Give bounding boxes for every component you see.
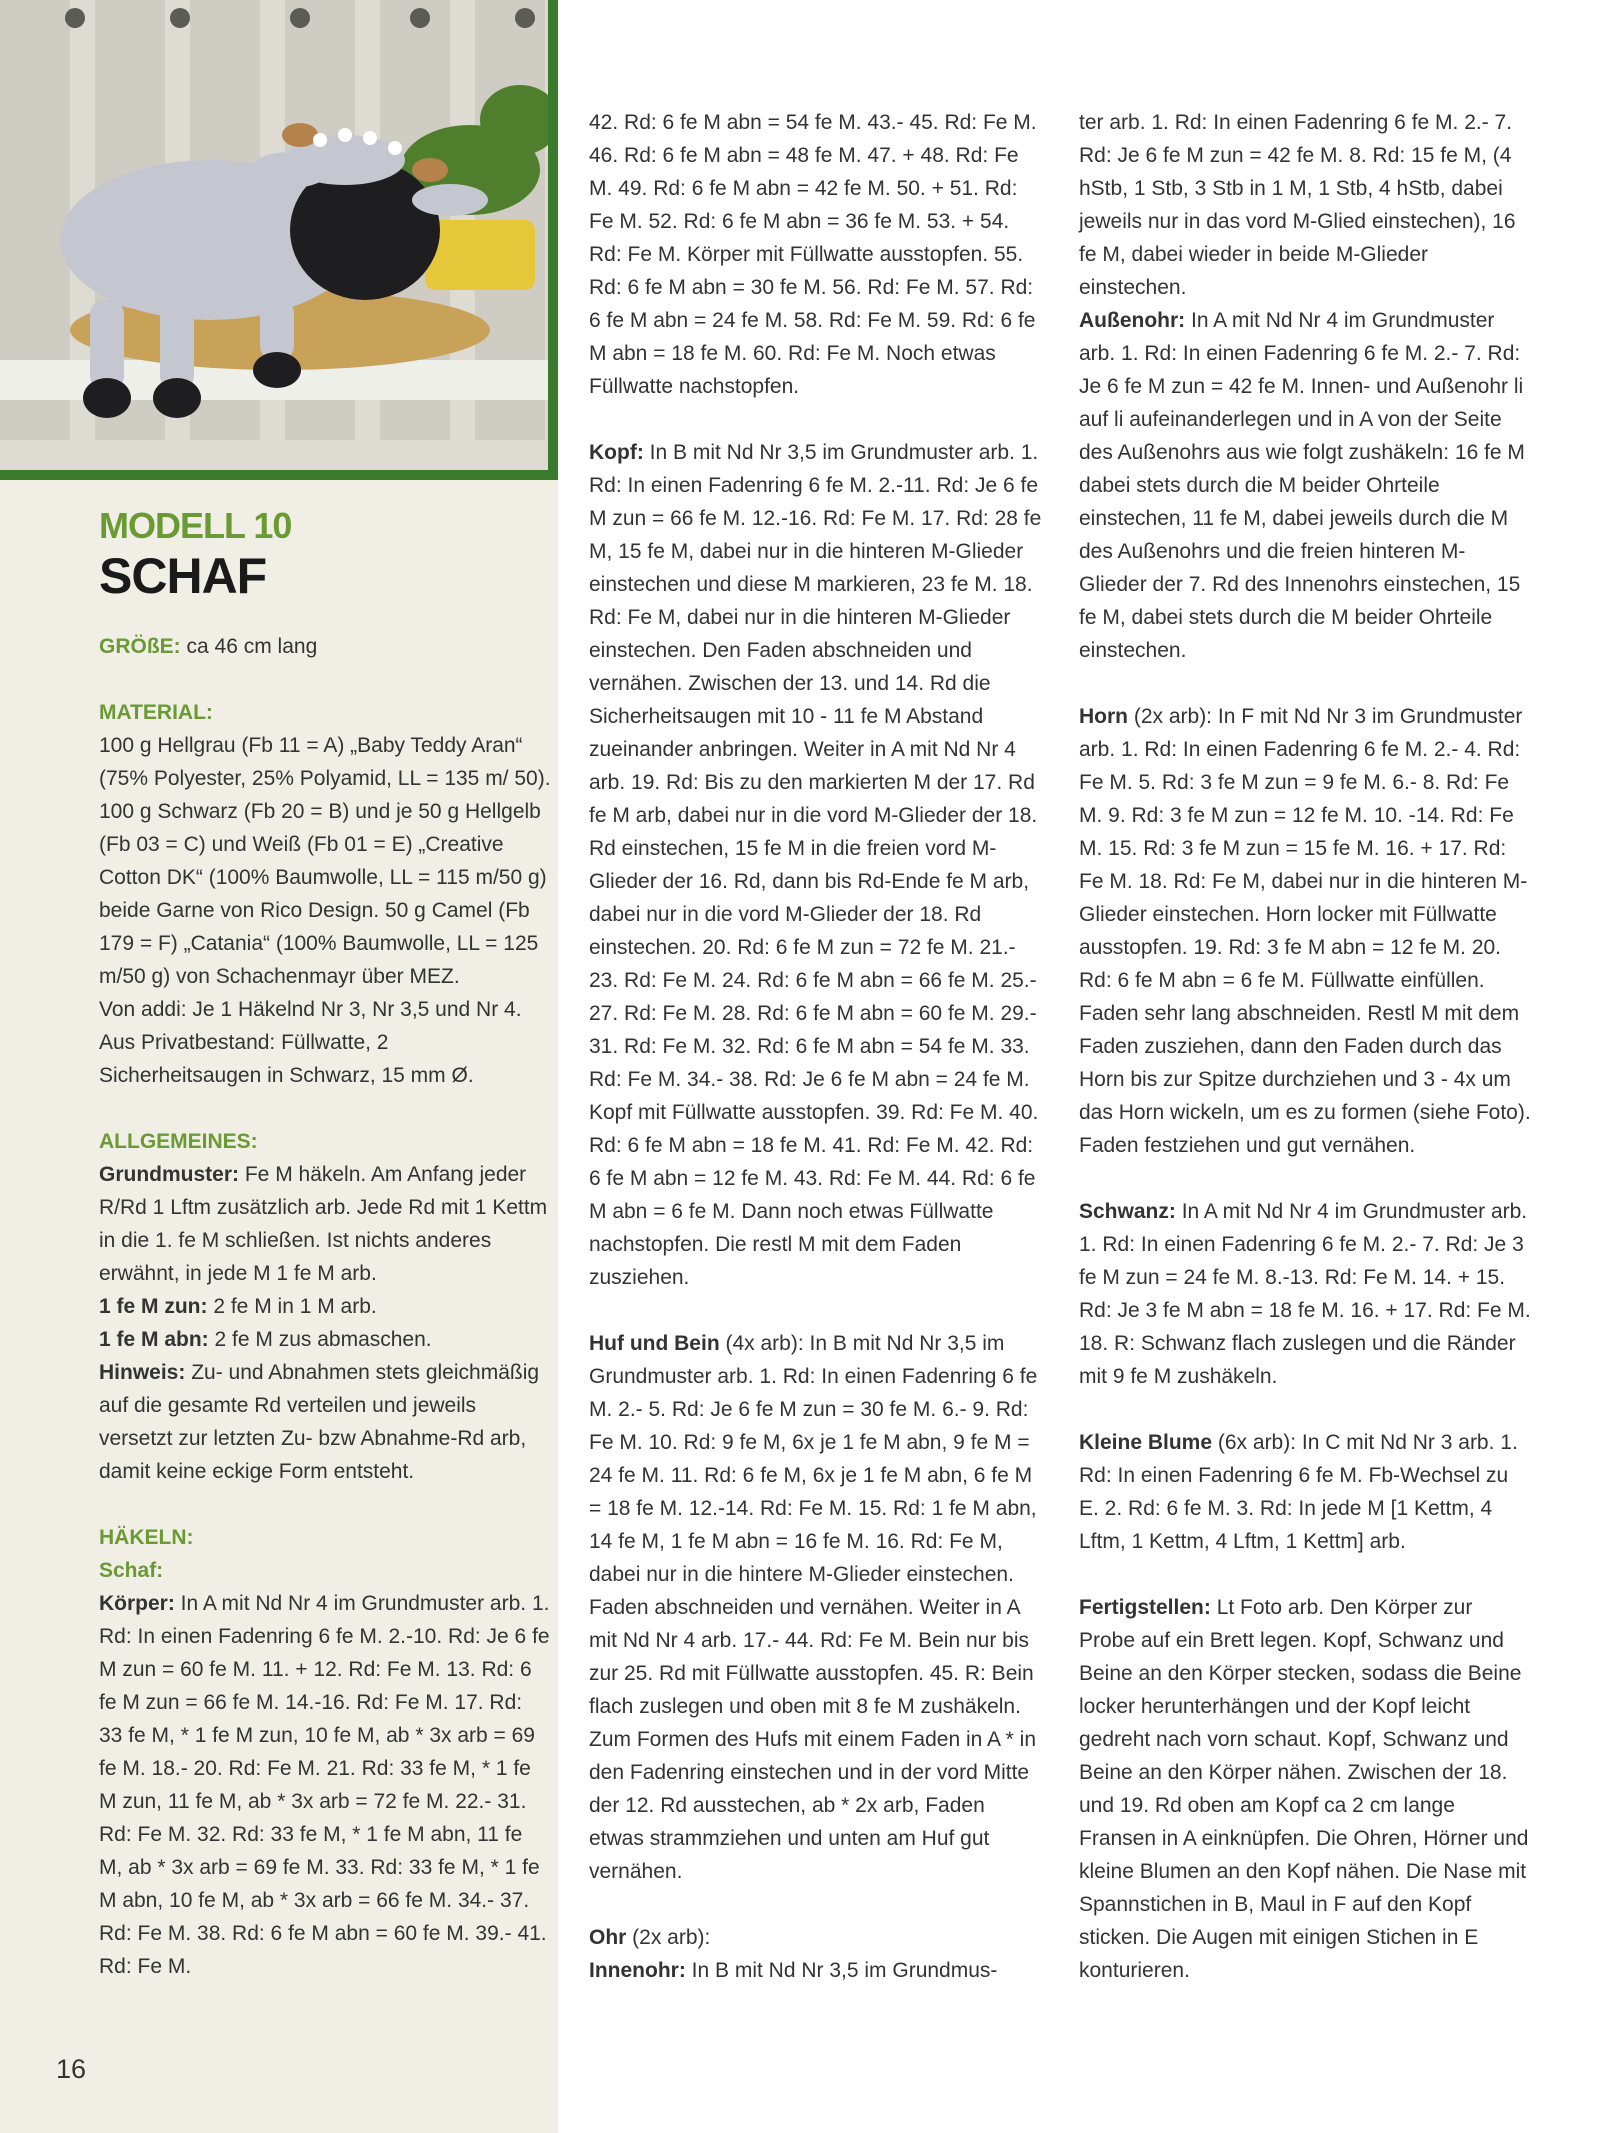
hoof-leg-text: (4x arb): In B mit Nd Nr 3,5 im Grundmuster arb. 1. Rd: In einen Fadenring 6 fe M. 2.- 5. Rd: Je 6 fe M zun = 30 fe M. 6.- 9. Rd: Fe M. 10. Rd: 9 fe M, 6x je 1 fe M abn, 9 fe M = 24 fe M. 11. Rd: 6 fe M, 6x je 1 fe M abn, 6 fe M = 18 fe M. 12.-14. Rd: Fe M. 15. Rd: 1 fe M abn, 14 fe M, 1 fe M abn = 16 fe M. 16. Rd: Fe M, dabei nur in die hintere M-Glieder einstechen. Faden abschneiden und vernähen. Weiter in A mit Nd Nr 4 arb. 17.- 44. Rd: Fe M. Bein nur bis zur 25. Rd mit Füllwatte ausstopfen. 45. R: Bein flach zuslegen und oben mit 8 fe M zushäkeln. Zum Formen des Hufs mit einem Faden in A * in den Fadenring einstechen und in der vord Mitte der 12. Rd ausstechen, ab * 2x arb, Faden etwas strammziehen und unten am Huf gut vernähen.	[589, 1332, 1038, 1883]
size-label: GRÖßE:	[99, 635, 181, 658]
material-text-2: Von addi: Je 1 Häkelnd Nr 3, Nr 3,5 und Nr 4. Aus Privatbestand: Füllwatte, 2 Sicherheitsaugen in Schwarz, 15 mm Ø.	[99, 998, 522, 1087]
outer-ear-instructions	[1079, 304, 1531, 667]
tail-text: In A mit Nd Nr 4 im Grundmuster arb. 1. Rd: In einen Fadenring 6 fe M. 2.- 7. Rd: Je 3 fe M zun = 24 fe M. 8.-13. Rd: Fe M. 14. + 15. Rd: Je 3 fe M abn = 18 fe M. 16. + 17. Rd: Fe M. 18. R: Schwanz flach zuslegen und die Ränder mit 9 fe M zushäkeln.	[1079, 1200, 1531, 1388]
hint-text: Zu- und Abnahmen stets gleichmäßig auf die gesamte Rd verteilen und jeweils versetzt zur letzten Zu- bzw Abnahme-Rd arb, damit keine eckige Form entsteht.	[99, 1361, 540, 1483]
body-instructions	[99, 1587, 551, 1983]
sheep-illustration	[0, 0, 558, 480]
photo-green-bottom-edge	[0, 470, 558, 480]
material-label: MATERIAL:	[99, 701, 213, 724]
inner-ear-instructions	[589, 1954, 1044, 1987]
photo-green-edge	[548, 0, 558, 480]
inner-ear-label: Innenohr:	[589, 1959, 686, 1982]
tail-instructions	[1079, 1195, 1531, 1393]
body-text: In A mit Nd Nr 4 im Grundmuster arb. 1. Rd: In einen Fadenring 6 fe M. 2.-10. Rd: Je 6 fe M zun = 60 fe M. 11. + 12. Rd: Fe M. 13. Rd: 6 fe M zun = 66 fe M. 14.-16. Rd: Fe M. 17. Rd: 33 fe M, * 1 fe M zun, 10 fe M, ab * 3x arb = 69 fe M. 18.- 20. Rd: Fe M. 21. Rd: 33 fe M, * 1 fe M zun, 11 fe M, ab * 3x arb = 72 fe M. 22.- 31. Rd: Fe M. 32. Rd: 33 fe M, * 1 fe M abn, 11 fe M, ab * 3x arb = 69 fe M. 33. Rd: 33 fe M, * 1 fe M abn, 10 fe M, ab * 3x arb = 66 fe M. 34.- 37. Rd: Fe M. 38. Rd: 6 fe M abn = 60 fe M. 39.- 41. Rd: Fe M.	[99, 1592, 550, 1978]
increase-label: 1 fe M zun:	[99, 1295, 208, 1318]
column-left	[99, 506, 551, 1983]
basic-pattern	[99, 1158, 551, 1290]
ear-label: Ohr	[589, 1926, 627, 1949]
ear-heading	[589, 1921, 1044, 1954]
hint-note	[99, 1356, 551, 1488]
horn-label: Horn	[1079, 705, 1128, 728]
horn-instructions	[1079, 700, 1531, 1162]
inner-ear-text: In B mit Nd Nr 3,5 im Grundmus-	[685, 1959, 998, 1982]
increase-text: 2 fe M in 1 M arb.	[207, 1295, 377, 1318]
sheep-photo	[0, 0, 558, 480]
body-label: Körper:	[99, 1592, 175, 1615]
crochet-section	[99, 1521, 551, 1983]
hoof-leg-instructions	[589, 1327, 1044, 1888]
head-label: Kopf:	[589, 441, 644, 464]
flower-text: (6x arb): In C mit Nd Nr 3 arb. 1. Rd: In einen Fadenring 6 fe M. Fb-Wechsel zu E. 2. Rd: 6 fe M. 3. Rd: In jede M [1 Kettm, 4 Lftm, 1 Kettm, 4 Lftm, 1 Kettm] arb.	[1079, 1431, 1518, 1553]
hoof-leg-label: Huf und Bein	[589, 1332, 720, 1355]
decrease-text: 2 fe M zus abmaschen.	[208, 1328, 432, 1351]
head-text: In B mit Nd Nr 3,5 im Grundmuster arb. 1. Rd: In einen Fadenring 6 fe M. 2.-11. Rd: Je 6 fe M zun = 66 fe M. 12.-16. Rd: Fe M. 17. Rd: 28 fe M, 15 fe M, dabei nur in die hinteren M-Glieder einstechen und diese M markieren, 23 fe M. 18. Rd: Fe M, dabei nur in die hinteren M-Glieder einstechen. Den Faden abschneiden und vernähen. Zwischen der 13. und 14. Rd die Sicherheitsaugen mit 10 - 11 fe M Abstand zueinander anbringen. Weiter in A mit Nd Nr 4 arb. 19. Rd: Bis zu den markierten M der 17. Rd fe M arb, dabei nur in die vord M-Glieder der 18. Rd einstechen, 15 fe M in die freien vord M-Glieder der 16. Rd, dann bis Rd-Ende fe M arb, dabei nur in die vord M-Glieder der 18. Rd einstechen. 20. Rd: 6 fe M zun = 72 fe M. 21.- 23. Rd: Fe M. 24. Rd: 6 fe M abn = 66 fe M. 25.- 27. Rd: Fe M. 28. Rd: 6 fe M abn = 60 fe M. 29.- 31. Rd: Fe M. 32. Rd: 6 fe M abn = 54 fe M. 33. Rd: Fe M. 34.- 38. Rd: Je 6 fe M abn = 24 fe M. Kopf mit Füllwatte ausstopfen. 39. Rd: Fe M. 40. Rd: 6 fe M abn = 18 fe M. 41. Rd: Fe M. 42. Rd: 6 fe M abn = 12 fe M. 43. Rd: Fe M. 44. Rd: 6 fe M abn = 6 fe M. Dann noch etwas Füllwatte nachstopfen. Die restl M mit dem Faden zusziehen.	[589, 441, 1042, 1289]
head-instructions	[589, 436, 1044, 1294]
body-continued: 42. Rd: 6 fe M abn = 54 fe M. 43.- 45. Rd: Fe M. 46. Rd: 6 fe M abn = 48 fe M. 47. + 48. Rd: Fe M. 49. Rd: 6 fe M abn = 42 fe M. 50. + 51. Rd: Fe M. 52. Rd: 6 fe M abn = 36 fe M. 53. + 54. Rd: Fe M. Körper mit Füllwatte ausstopfen. 55. Rd: 6 fe M abn = 30 fe M. 56. Rd: Fe M. 57. Rd: 6 fe M abn = 24 fe M. 58. Rd: Fe M. 59. Rd: 6 fe M abn = 18 fe M. 60. Rd: Fe M. Noch etwas Füllwatte nachstopfen.	[589, 111, 1037, 398]
model-number: MODELL 10	[99, 505, 292, 546]
crochet-label: HÄKELN:	[99, 1526, 194, 1549]
finishing-label: Fertigstellen:	[1079, 1596, 1211, 1619]
tail-label: Schwanz:	[1079, 1200, 1176, 1223]
column-middle	[589, 106, 1044, 1987]
horn-text: (2x arb): In F mit Nd Nr 3 im Grundmuster arb. 1. Rd: In einen Fadenring 6 fe M. 2.- 4. Rd: Fe M. 5. Rd: 3 fe M zun = 9 fe M. 6.- 8. Rd: Fe M. 9. Rd: 3 fe M zun = 12 fe M. 10. -14. Rd: Fe M. 15. Rd: 3 fe M zun = 15 fe M. 16. + 17. Rd: Fe M. 18. Rd: Fe M, dabei nur in die hinteren M-Glieder einstechen. Horn locker mit Füllwatte ausstopfen. 19. Rd: 3 fe M abn = 12 fe M. 20. Rd: 6 fe M abn = 6 fe M. Füllwatte einfüllen. Faden sehr lang abschneiden. Restl M mit dem Faden zusziehen, dann den Faden durch das Horn bis zur Spitze durchziehen und 3 - 4x um das Horn wickeln, um es zu formen (siehe Foto). Faden festziehen und gut vernähen.	[1079, 705, 1531, 1157]
increase-note	[99, 1290, 551, 1323]
hint-label: Hinweis:	[99, 1361, 186, 1384]
column-right	[1079, 106, 1531, 2020]
material-text-1: 100 g Hellgrau (Fb 11 = A) „Baby Teddy Aran“ (75% Polyester, 25% Polyamid, LL = 135 m/ 50). 100 g Schwarz (Fb 20 = B) und je 50 g Hellgelb (Fb 03 = C) und Weiß (Fb 01 = E) „Creative Cotton DK“ (100% Baumwolle, LL = 115 m/50 g) beide Garne von Rico Design. 50 g Camel (Fb 179 = F) „Catania“ (100% Baumwolle, LL = 125 m/50 g) von Schachenmayr über MEZ.	[99, 734, 551, 988]
decrease-note	[99, 1323, 551, 1356]
outer-ear-text: In A mit Nd Nr 4 im Grundmuster arb. 1. Rd: In einen Fadenring 6 fe M. 2.- 7. Rd: Je 6 fe M zun = 42 fe M. Innen- und Außenohr li auf li aufeinanderlegen und in A von der Seite des Außenohrs aus wie folgt zushäkeln: 16 fe M dabei stets durch die M beider Ohrteile einstechen, 11 fe M, dabei jeweils durch die M des Außenohrs und die freien hinteren M-Glieder der 7. Rd des Innenohrs einstechen, 15 fe M, dabei stets durch die M beider Ohrteile einstechen.	[1079, 309, 1525, 662]
general-label: ALLGEMEINES:	[99, 1130, 258, 1153]
material-section	[99, 696, 551, 1092]
size-text: ca 46 cm lang	[180, 635, 318, 658]
flower-instructions	[1079, 1426, 1531, 1558]
sheep-label: Schaf:	[99, 1559, 164, 1582]
size-paragraph	[99, 630, 551, 663]
finishing-text: Lt Foto arb. Den Körper zur Probe auf ein Brett legen. Kopf, Schwanz und Beine an den Körper stecken, sodass die Beine locker herunterhängen und der Kopf leicht gedreht nach vorn schaut. Kopf, Schwanz und Beine an den Körper nähen. Zwischen der 18. und 19. Rd oben am Kopf ca 2 cm lange Fransen in A einknüpfen. Die Ohren, Hörner und kleine Blumen an den Kopf nähen. Die Nase mit Spannstichen in B, Maul in F auf den Kopf sticken. Die Augen mit einigen Stichen in E konturieren.	[1079, 1596, 1529, 1982]
decrease-label: 1 fe M abn:	[99, 1328, 209, 1351]
general-section	[99, 1125, 551, 1488]
basic-pattern-label: Grundmuster:	[99, 1163, 240, 1186]
flower-label: Kleine Blume	[1079, 1431, 1213, 1454]
page-title: SCHAF	[99, 548, 267, 604]
ear-text: (2x arb):	[626, 1926, 711, 1949]
finishing-instructions	[1079, 1591, 1531, 1987]
outer-ear-label: Außenohr:	[1079, 309, 1186, 332]
basic-pattern-text: Fe M häkeln. Am Anfang jeder R/Rd 1 Lftm zusätzlich arb. Jede Rd mit 1 Kettm in die 1. fe M schließen. Ist nichts anderes erwähnt, in jede M 1 fe M arb.	[99, 1163, 548, 1285]
inner-ear-continued: ter arb. 1. Rd: In einen Fadenring 6 fe M. 2.- 7. Rd: Je 6 fe M zun = 42 fe M. 8. Rd: 15 fe M, (4 hStb, 1 Stb, 3 Stb in 1 M, 1 Stb, 4 hStb, dabei jeweils nur in das vord M-Glied einstechen), 16 fe M, dabei wieder in beide M-Glieder einstechen.	[1079, 111, 1516, 299]
page-number: 16	[56, 2054, 87, 2084]
